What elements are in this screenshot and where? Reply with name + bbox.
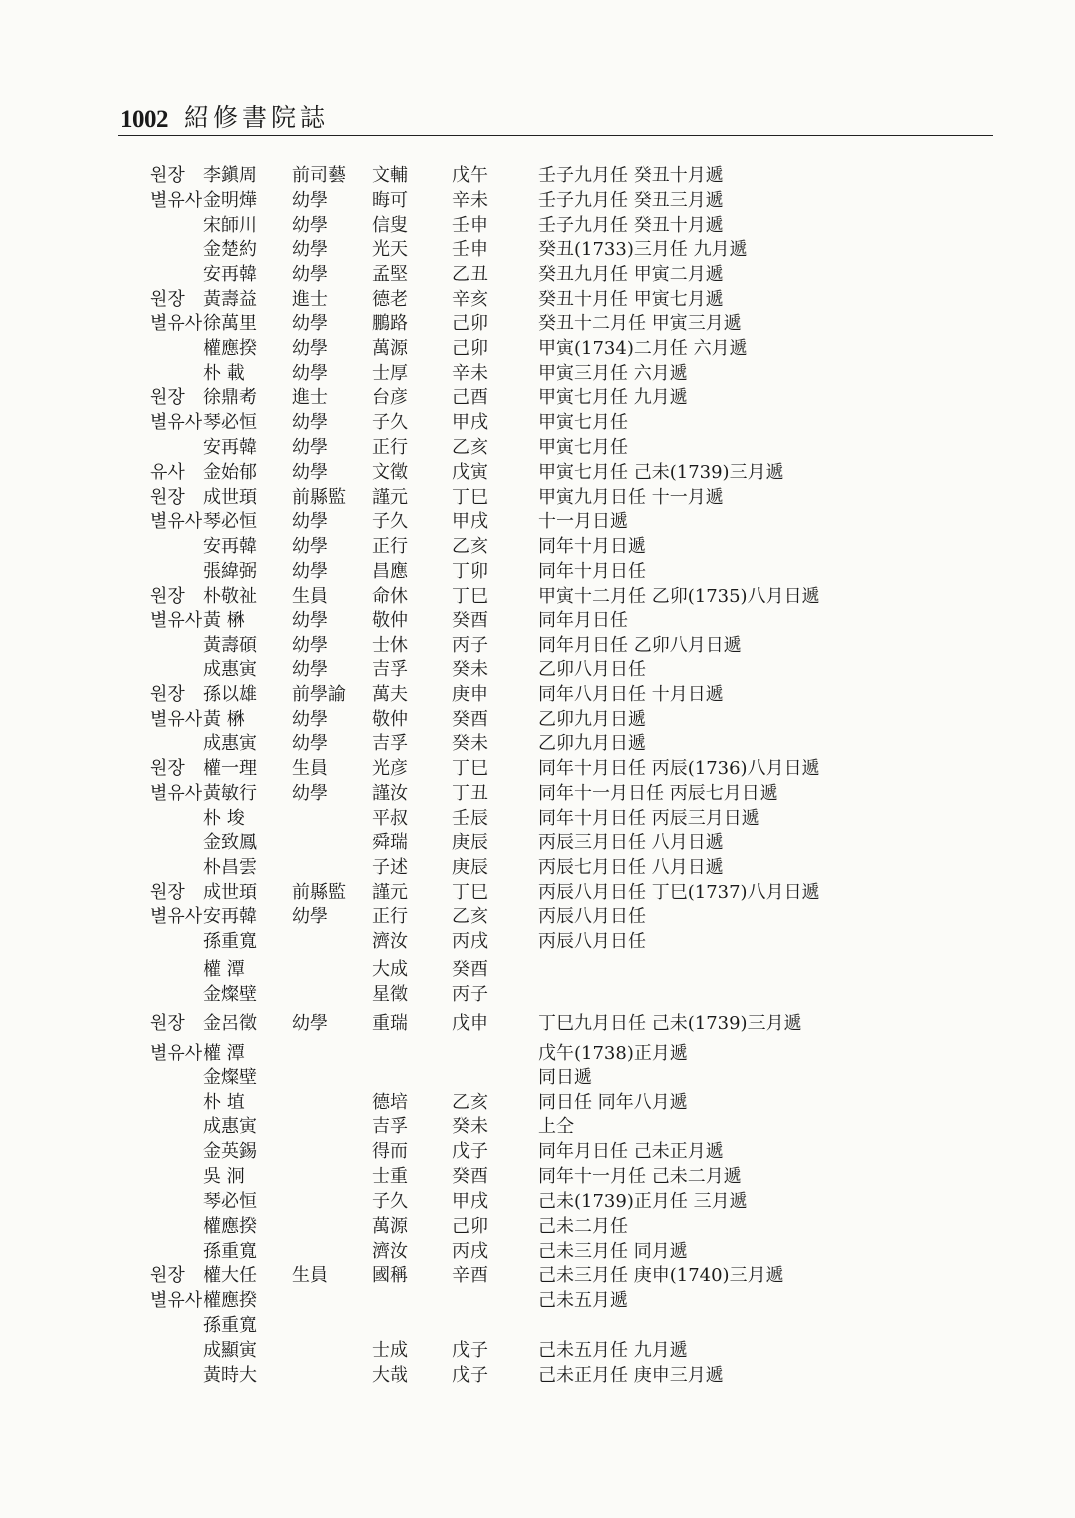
cell-gz: 乙亥 bbox=[452, 1092, 488, 1113]
table-row bbox=[140, 164, 1000, 188]
cell-pos: 生員 bbox=[292, 586, 328, 607]
cell-gz: 癸酉 bbox=[452, 959, 488, 980]
table-row bbox=[140, 1165, 1000, 1189]
cell-rec: 己未(1739)正月任 三月遞 bbox=[538, 1191, 748, 1212]
cell-ja: 大成 bbox=[372, 959, 408, 980]
cell-rec: 甲寅十二月任 乙卯(1735)八月日遞 bbox=[538, 586, 820, 607]
cell-name: 權 潭 bbox=[203, 1043, 245, 1064]
cell-gz: 辛未 bbox=[452, 190, 488, 211]
cell-pos: 生員 bbox=[292, 1265, 328, 1286]
cell-name: 成惠寅 bbox=[203, 659, 257, 680]
cell-role: 유사 bbox=[150, 462, 185, 483]
cell-pos: 前司藝 bbox=[292, 165, 346, 186]
cell-ja: 晦可 bbox=[372, 190, 408, 211]
cell-ja: 正行 bbox=[372, 536, 408, 557]
cell-pos: 幼學 bbox=[292, 709, 328, 730]
cell-rec: 己未三月任 同月遞 bbox=[538, 1241, 688, 1262]
cell-name: 宋師川 bbox=[203, 215, 257, 236]
page-header bbox=[120, 100, 329, 134]
cell-gz: 己卯 bbox=[452, 338, 488, 359]
cell-name: 成世頊 bbox=[203, 882, 257, 903]
cell-ja: 星徵 bbox=[372, 984, 408, 1005]
cell-rec: 同年十月日任 丙辰(1736)八月日遞 bbox=[538, 758, 820, 779]
cell-gz: 庚辰 bbox=[452, 832, 488, 853]
cell-rec: 上仝 bbox=[538, 1116, 574, 1137]
cell-rec: 丁巳九月日任 己未(1739)三月遞 bbox=[538, 1013, 802, 1034]
table-row bbox=[140, 1115, 1000, 1139]
cell-ja: 正行 bbox=[372, 437, 408, 458]
cell-rec: 癸丑(1733)三月任 九月遞 bbox=[538, 239, 748, 260]
table-row bbox=[140, 535, 1000, 559]
cell-gz: 戊子 bbox=[452, 1365, 488, 1386]
cell-rec: 甲寅七月任 bbox=[538, 412, 628, 433]
cell-role: 별유사 bbox=[150, 610, 203, 631]
cell-rec: 同年十月日任 丙辰三月日遞 bbox=[538, 808, 760, 829]
cell-name: 安再韓 bbox=[203, 437, 257, 458]
cell-ja: 重瑞 bbox=[372, 1013, 408, 1034]
cell-pos: 幼學 bbox=[292, 733, 328, 754]
table-row bbox=[140, 1091, 1000, 1115]
cell-rec: 癸丑九月任 甲寅二月遞 bbox=[538, 264, 724, 285]
table-row bbox=[140, 1339, 1000, 1363]
cell-gz: 丁巳 bbox=[452, 758, 488, 779]
cell-rec: 己未正月任 庚申三月遞 bbox=[538, 1365, 724, 1386]
cell-ja: 子久 bbox=[372, 412, 408, 433]
cell-ja: 命休 bbox=[372, 586, 408, 607]
cell-name: 朴昌雲 bbox=[203, 857, 257, 878]
table-row bbox=[140, 958, 1000, 982]
cell-name: 權應揆 bbox=[203, 1216, 257, 1237]
cell-pos: 幼學 bbox=[292, 412, 328, 433]
cell-pos: 生員 bbox=[292, 758, 328, 779]
cell-gz: 甲戌 bbox=[452, 412, 488, 433]
cell-rec: 同年十一月任 己未二月遞 bbox=[538, 1166, 742, 1187]
cell-pos: 幼學 bbox=[292, 462, 328, 483]
cell-rec: 同日任 同年八月遞 bbox=[538, 1092, 688, 1113]
cell-rec: 甲寅七月任 己未(1739)三月遞 bbox=[538, 462, 784, 483]
cell-ja: 子述 bbox=[372, 857, 408, 878]
cell-ja: 國稱 bbox=[372, 1265, 408, 1286]
cell-ja: 謹汝 bbox=[372, 783, 408, 804]
cell-ja: 萬源 bbox=[372, 338, 408, 359]
cell-ja: 敬仲 bbox=[372, 610, 408, 631]
table-row bbox=[140, 585, 1000, 609]
cell-ja: 謹元 bbox=[372, 882, 408, 903]
table-row bbox=[140, 510, 1000, 534]
cell-gz: 丁丑 bbox=[452, 783, 488, 804]
cell-gz: 丁巳 bbox=[452, 487, 488, 508]
cell-name: 琴必恒 bbox=[203, 412, 257, 433]
cell-pos: 幼學 bbox=[292, 264, 328, 285]
cell-rec: 甲寅七月任 bbox=[538, 437, 628, 458]
cell-gz: 癸酉 bbox=[452, 610, 488, 631]
cell-ja: 正行 bbox=[372, 906, 408, 927]
cell-rec: 同年十月日遞 bbox=[538, 536, 646, 557]
cell-name: 朴 埴 bbox=[203, 1092, 245, 1113]
cell-gz: 癸未 bbox=[452, 1116, 488, 1137]
cell-gz: 甲戌 bbox=[452, 1191, 488, 1212]
cell-gz: 丁巳 bbox=[452, 882, 488, 903]
cell-name: 金始郁 bbox=[203, 462, 257, 483]
cell-rec: 同年月日任 乙卯八月日遞 bbox=[538, 635, 742, 656]
cell-role: 원장 bbox=[150, 684, 185, 705]
cell-ja: 信叟 bbox=[372, 215, 408, 236]
cell-ja: 昌應 bbox=[372, 561, 408, 582]
cell-ja: 平叔 bbox=[372, 808, 408, 829]
cell-gz: 辛亥 bbox=[452, 289, 488, 310]
cell-pos: 幼學 bbox=[292, 1013, 328, 1034]
cell-gz: 庚申 bbox=[452, 684, 488, 705]
table-row bbox=[140, 1364, 1000, 1388]
cell-gz: 壬申 bbox=[452, 239, 488, 260]
cell-name: 孫以雄 bbox=[203, 684, 257, 705]
cell-role: 원장 bbox=[150, 387, 185, 408]
cell-ja: 德培 bbox=[372, 1092, 408, 1113]
cell-rec: 同年月日任 己未正月遞 bbox=[538, 1141, 724, 1162]
cell-ja: 濟汝 bbox=[372, 1241, 408, 1262]
table-row bbox=[140, 1240, 1000, 1264]
cell-ja: 鵬路 bbox=[372, 313, 408, 334]
cell-name: 徐鼎耇 bbox=[203, 387, 257, 408]
cell-rec: 己未三月任 庚申(1740)三月遞 bbox=[538, 1265, 784, 1286]
cell-gz: 癸酉 bbox=[452, 709, 488, 730]
page-number: 1002 bbox=[120, 106, 168, 133]
cell-pos: 幼學 bbox=[292, 363, 328, 384]
cell-rec: 戊午(1738)正月遞 bbox=[538, 1043, 688, 1064]
table-row bbox=[140, 386, 1000, 410]
cell-name: 孫重寬 bbox=[203, 931, 257, 952]
cell-ja: 士厚 bbox=[372, 363, 408, 384]
cell-name: 張緯弼 bbox=[203, 561, 257, 582]
cell-rec: 甲寅三月任 六月遞 bbox=[538, 363, 688, 384]
cell-name: 黃壽碩 bbox=[203, 635, 257, 656]
cell-name: 安再韓 bbox=[203, 264, 257, 285]
cell-name: 黃壽益 bbox=[203, 289, 257, 310]
table-row bbox=[140, 757, 1000, 781]
cell-name: 成惠寅 bbox=[203, 1116, 257, 1137]
table-row bbox=[140, 1289, 1000, 1313]
cell-rec: 壬子九月任 癸丑十月遞 bbox=[538, 215, 724, 236]
table-row bbox=[140, 288, 1000, 312]
cell-name: 成惠寅 bbox=[203, 733, 257, 754]
cell-name: 朴敬祉 bbox=[203, 586, 257, 607]
cell-role: 원장 bbox=[150, 1013, 185, 1034]
cell-ja: 舜瑞 bbox=[372, 832, 408, 853]
cell-pos: 幼學 bbox=[292, 610, 328, 631]
cell-name: 黃時大 bbox=[203, 1365, 257, 1386]
cell-name: 朴 載 bbox=[203, 363, 245, 384]
table-row bbox=[140, 461, 1000, 485]
table-row bbox=[140, 436, 1000, 460]
cell-rec: 己未二月任 bbox=[538, 1216, 628, 1237]
cell-ja: 萬源 bbox=[372, 1216, 408, 1237]
cell-name: 金英錫 bbox=[203, 1141, 257, 1162]
cell-ja: 濟汝 bbox=[372, 931, 408, 952]
cell-gz: 丙戌 bbox=[452, 931, 488, 952]
cell-name: 琴必恒 bbox=[203, 1191, 257, 1212]
table-row bbox=[140, 905, 1000, 929]
cell-role: 원장 bbox=[150, 289, 185, 310]
table-row bbox=[140, 312, 1000, 336]
cell-ja: 文輔 bbox=[372, 165, 408, 186]
table-row bbox=[140, 1314, 1000, 1338]
cell-rec: 丙辰三月日任 八月日遞 bbox=[538, 832, 724, 853]
cell-rec: 甲寅九月日任 十一月遞 bbox=[538, 487, 724, 508]
cell-gz: 壬辰 bbox=[452, 808, 488, 829]
cell-rec: 癸丑十月任 甲寅七月遞 bbox=[538, 289, 724, 310]
cell-gz: 庚辰 bbox=[452, 857, 488, 878]
table-row bbox=[140, 486, 1000, 510]
cell-gz: 甲戌 bbox=[452, 511, 488, 532]
cell-gz: 癸酉 bbox=[452, 1166, 488, 1187]
cell-rec: 同年八月日任 十月日遞 bbox=[538, 684, 724, 705]
cell-gz: 癸未 bbox=[452, 659, 488, 680]
cell-role: 원장 bbox=[150, 882, 185, 903]
cell-pos: 幼學 bbox=[292, 906, 328, 927]
cell-ja: 光天 bbox=[372, 239, 408, 260]
cell-rec: 壬子九月任 癸丑十月遞 bbox=[538, 165, 724, 186]
table-row bbox=[140, 609, 1000, 633]
table-row bbox=[140, 189, 1000, 213]
table-row bbox=[140, 683, 1000, 707]
cell-role: 별유사 bbox=[150, 313, 203, 334]
cell-pos: 幼學 bbox=[292, 561, 328, 582]
cell-rec: 丙辰八月日任 bbox=[538, 931, 646, 952]
cell-name: 安再韓 bbox=[203, 906, 257, 927]
cell-gz: 戊子 bbox=[452, 1340, 488, 1361]
cell-rec: 乙卯八月日任 bbox=[538, 659, 646, 680]
cell-rec: 同年十月日任 bbox=[538, 561, 646, 582]
cell-pos: 前縣監 bbox=[292, 487, 346, 508]
cell-rec: 丙辰八月日任 丁巳(1737)八月日遞 bbox=[538, 882, 820, 903]
header-rule bbox=[118, 135, 993, 136]
cell-gz: 壬申 bbox=[452, 215, 488, 236]
cell-name: 權 潭 bbox=[203, 959, 245, 980]
cell-rec: 同年月日任 bbox=[538, 610, 628, 631]
cell-name: 徐萬里 bbox=[203, 313, 257, 334]
cell-pos: 幼學 bbox=[292, 313, 328, 334]
cell-name: 金燦壁 bbox=[203, 984, 257, 1005]
table-row bbox=[140, 634, 1000, 658]
cell-gz: 戊申 bbox=[452, 1013, 488, 1034]
cell-pos: 幼學 bbox=[292, 635, 328, 656]
cell-ja: 敬仲 bbox=[372, 709, 408, 730]
cell-rec: 甲寅(1734)二月任 六月遞 bbox=[538, 338, 748, 359]
cell-gz: 丙子 bbox=[452, 984, 488, 1005]
cell-name: 琴必恒 bbox=[203, 511, 257, 532]
cell-rec: 甲寅七月任 九月遞 bbox=[538, 387, 688, 408]
table-row bbox=[140, 1012, 1000, 1036]
cell-gz: 戊午 bbox=[452, 165, 488, 186]
cell-pos: 幼學 bbox=[292, 215, 328, 236]
cell-gz: 戊寅 bbox=[452, 462, 488, 483]
cell-gz: 己酉 bbox=[452, 387, 488, 408]
table-row bbox=[140, 1066, 1000, 1090]
cell-gz: 己卯 bbox=[452, 1216, 488, 1237]
cell-rec: 己未五月遞 bbox=[538, 1290, 628, 1311]
cell-name: 李鎭周 bbox=[203, 165, 257, 186]
cell-role: 원장 bbox=[150, 586, 185, 607]
cell-ja: 吉孚 bbox=[372, 733, 408, 754]
cell-rec: 丙辰八月日任 bbox=[538, 906, 646, 927]
cell-pos: 進士 bbox=[292, 289, 328, 310]
table-row bbox=[140, 560, 1000, 584]
cell-name: 安再韓 bbox=[203, 536, 257, 557]
cell-gz: 乙亥 bbox=[452, 906, 488, 927]
table-row bbox=[140, 238, 1000, 262]
cell-role: 별유사 bbox=[150, 906, 203, 927]
cell-ja: 文徵 bbox=[372, 462, 408, 483]
cell-ja: 萬夫 bbox=[372, 684, 408, 705]
table-row bbox=[140, 782, 1000, 806]
table-row bbox=[140, 1264, 1000, 1288]
cell-role: 별유사 bbox=[150, 709, 203, 730]
cell-gz: 乙亥 bbox=[452, 437, 488, 458]
cell-role: 원장 bbox=[150, 1265, 185, 1286]
cell-rec: 丙辰七月日任 八月日遞 bbox=[538, 857, 724, 878]
cell-name: 金楚約 bbox=[203, 239, 257, 260]
cell-role: 별유사 bbox=[150, 1043, 203, 1064]
cell-role: 원장 bbox=[150, 487, 185, 508]
cell-rec: 十一月日遞 bbox=[538, 511, 628, 532]
cell-name: 成世頊 bbox=[203, 487, 257, 508]
cell-gz: 辛未 bbox=[452, 363, 488, 384]
cell-gz: 乙亥 bbox=[452, 536, 488, 557]
cell-ja: 士成 bbox=[372, 1340, 408, 1361]
cell-role: 원장 bbox=[150, 165, 185, 186]
cell-name: 金明燁 bbox=[203, 190, 257, 211]
cell-ja: 吉孚 bbox=[372, 1116, 408, 1137]
cell-role: 별유사 bbox=[150, 412, 203, 433]
cell-pos: 幼學 bbox=[292, 190, 328, 211]
cell-ja: 士重 bbox=[372, 1166, 408, 1187]
cell-name: 孫重寬 bbox=[203, 1241, 257, 1262]
table-row bbox=[140, 411, 1000, 435]
cell-pos: 進士 bbox=[292, 387, 328, 408]
cell-rec: 同日遞 bbox=[538, 1067, 592, 1088]
table-row bbox=[140, 362, 1000, 386]
cell-gz: 癸未 bbox=[452, 733, 488, 754]
cell-pos: 幼學 bbox=[292, 437, 328, 458]
cell-rec: 己未五月任 九月遞 bbox=[538, 1340, 688, 1361]
table-row bbox=[140, 1042, 1000, 1066]
cell-rec: 壬子九月任 癸丑三月遞 bbox=[538, 190, 724, 211]
table-row bbox=[140, 930, 1000, 954]
cell-name: 黃 楙 bbox=[203, 610, 245, 631]
cell-name: 權應揆 bbox=[203, 1290, 257, 1311]
cell-rec: 同年十一月日任 丙辰七月日遞 bbox=[538, 783, 778, 804]
cell-pos: 幼學 bbox=[292, 338, 328, 359]
cell-pos: 前學諭 bbox=[292, 684, 346, 705]
cell-gz: 辛酉 bbox=[452, 1265, 488, 1286]
cell-name: 金燦壁 bbox=[203, 1067, 257, 1088]
table-row bbox=[140, 1190, 1000, 1214]
cell-name: 孫重寬 bbox=[203, 1315, 257, 1336]
table-row bbox=[140, 856, 1000, 880]
cell-pos: 幼學 bbox=[292, 239, 328, 260]
cell-gz: 己卯 bbox=[452, 313, 488, 334]
table-row bbox=[140, 214, 1000, 238]
cell-ja: 謹元 bbox=[372, 487, 408, 508]
cell-ja: 得而 bbox=[372, 1141, 408, 1162]
cell-ja: 台彦 bbox=[372, 387, 408, 408]
cell-role: 별유사 bbox=[150, 511, 203, 532]
cell-ja: 吉孚 bbox=[372, 659, 408, 680]
cell-pos: 幼學 bbox=[292, 659, 328, 680]
cell-gz: 丙戌 bbox=[452, 1241, 488, 1262]
cell-rec: 乙卯九月日遞 bbox=[538, 733, 646, 754]
cell-name: 黃敏行 bbox=[203, 783, 257, 804]
book-title: 紹修書院誌 bbox=[184, 103, 330, 132]
table-row bbox=[140, 732, 1000, 756]
cell-ja: 大哉 bbox=[372, 1365, 408, 1386]
cell-pos: 前縣監 bbox=[292, 882, 346, 903]
cell-name: 朴 埈 bbox=[203, 808, 245, 829]
cell-name: 金致鳳 bbox=[203, 832, 257, 853]
cell-pos: 幼學 bbox=[292, 536, 328, 557]
cell-name: 黃 楙 bbox=[203, 709, 245, 730]
cell-gz: 丁卯 bbox=[452, 561, 488, 582]
table-row bbox=[140, 658, 1000, 682]
cell-gz: 乙丑 bbox=[452, 264, 488, 285]
cell-gz: 丁巳 bbox=[452, 586, 488, 607]
cell-gz: 戊子 bbox=[452, 1141, 488, 1162]
cell-role: 원장 bbox=[150, 758, 185, 779]
cell-pos: 幼學 bbox=[292, 511, 328, 532]
cell-name: 成顯寅 bbox=[203, 1340, 257, 1361]
table-row bbox=[140, 881, 1000, 905]
table-row bbox=[140, 263, 1000, 287]
cell-rec: 癸丑十二月任 甲寅三月遞 bbox=[538, 313, 742, 334]
cell-role: 별유사 bbox=[150, 190, 203, 211]
table-row bbox=[140, 1215, 1000, 1239]
cell-role: 별유사 bbox=[150, 783, 203, 804]
cell-role: 별유사 bbox=[150, 1290, 203, 1311]
cell-ja: 德老 bbox=[372, 289, 408, 310]
cell-name: 權大任 bbox=[203, 1265, 257, 1286]
table-row bbox=[140, 1140, 1000, 1164]
table-row bbox=[140, 831, 1000, 855]
cell-ja: 子久 bbox=[372, 511, 408, 532]
cell-rec: 乙卯九月日遞 bbox=[538, 709, 646, 730]
cell-name: 權一理 bbox=[203, 758, 257, 779]
table-row bbox=[140, 807, 1000, 831]
cell-gz: 丙子 bbox=[452, 635, 488, 656]
cell-pos: 幼學 bbox=[292, 783, 328, 804]
table-row bbox=[140, 337, 1000, 361]
cell-ja: 子久 bbox=[372, 1191, 408, 1212]
cell-name: 吳 泂 bbox=[203, 1166, 245, 1187]
cell-ja: 孟堅 bbox=[372, 264, 408, 285]
cell-name: 權應揆 bbox=[203, 338, 257, 359]
cell-ja: 士休 bbox=[372, 635, 408, 656]
cell-name: 金呂徵 bbox=[203, 1013, 257, 1034]
cell-ja: 光彦 bbox=[372, 758, 408, 779]
table-row bbox=[140, 708, 1000, 732]
table-row bbox=[140, 983, 1000, 1007]
